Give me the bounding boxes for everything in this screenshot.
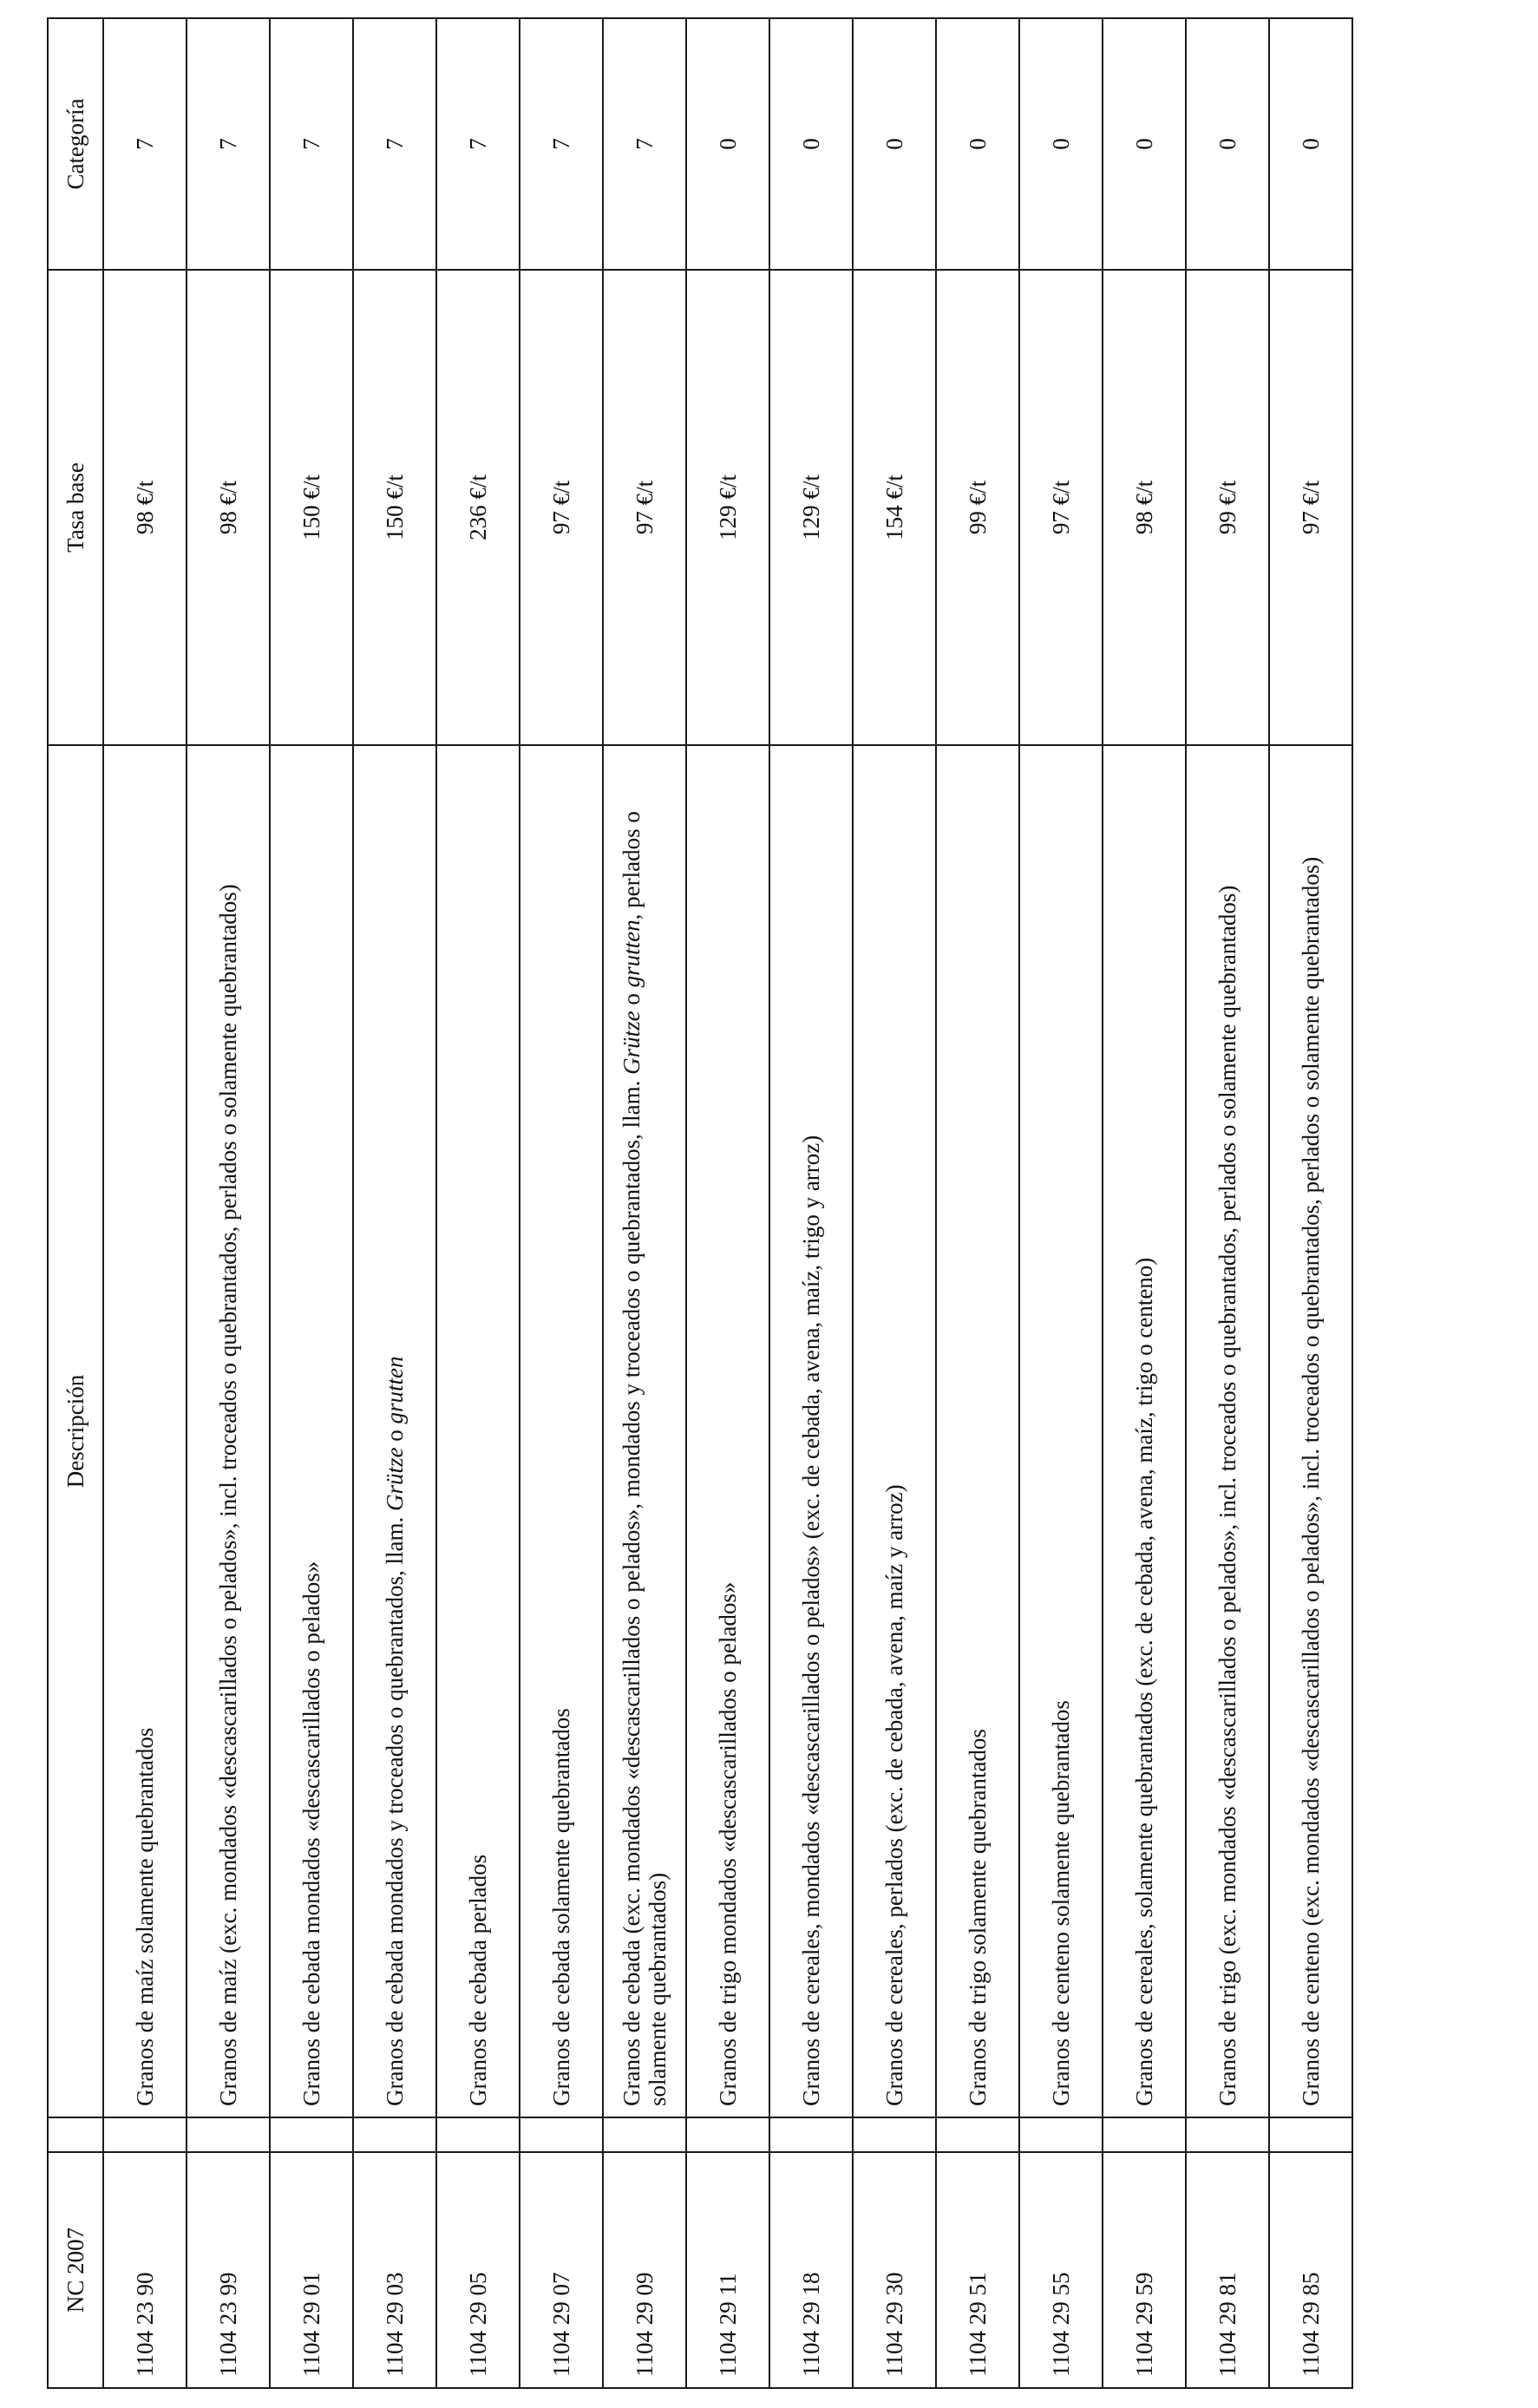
description-text: Granos de cebada (exc. mondados «descascarillados o pelados», mondados y troceados o quebrantados, llam. [618,1074,645,2106]
description-text: Granos de trigo solamente quebrantados [965,1729,991,2106]
cell-category: 7 [436,18,520,270]
description-text: , perlados o solamente quebrantados) [618,811,671,2106]
description-italic-term: grutten [618,919,645,988]
table-row [1269,18,1352,2388]
cell-code: 1104 29 81 [1186,2152,1269,2388]
cell-category: 0 [1269,18,1352,270]
cell-code: 1104 29 07 [520,2152,603,2388]
cell-category: 7 [103,18,187,270]
table-row [1103,18,1186,2388]
cell-spacer [603,2117,686,2152]
header-spacer [48,2117,103,2152]
cell-base-rate: 150 €/t [270,270,353,745]
description-italic-term: Grütze [618,1011,645,1075]
table-row [603,18,686,2388]
description-text: o [382,1423,408,1448]
table-row [769,18,853,2388]
cell-category: 7 [353,18,436,270]
cell-category: 0 [1019,18,1103,270]
cell-description [1269,745,1352,2117]
table-row [520,18,603,2388]
cell-category: 0 [853,18,936,270]
cell-base-rate: 97 €/t [1019,270,1103,745]
table-body [103,18,1352,2388]
cell-category: 7 [270,18,353,270]
cell-base-rate: 99 €/t [936,270,1019,745]
cell-base-rate: 129 €/t [686,270,769,745]
description-text: Granos de centeno (exc. mondados «descascarillados o pelados», incl. troceados o quebrantados, perlados o solamente quebrantados) [1298,856,1324,2106]
table-row [436,18,520,2388]
cell-code: 1104 29 59 [1103,2152,1186,2388]
header-base-rate: Tasa base [48,270,103,745]
description-text: Granos de trigo (exc. mondados «descascarillados o pelados», incl. troceados o quebrantados, perlados o solamente quebrantados) [1214,885,1240,2106]
cell-description [603,745,686,2117]
cell-category: 0 [936,18,1019,270]
cell-base-rate: 150 €/t [353,270,436,745]
cell-spacer [1019,2117,1103,2152]
cell-category: 0 [769,18,853,270]
header-description: Descripción [48,745,103,2117]
cell-code: 1104 23 90 [103,2152,187,2388]
cell-spacer [520,2117,603,2152]
cell-description [187,745,270,2117]
cell-description [270,745,353,2117]
description-text: Granos de cebada solamente quebrantados [548,1708,574,2106]
cell-spacer [936,2117,1019,2152]
cell-category: 7 [187,18,270,270]
cell-category: 0 [1103,18,1186,270]
cell-base-rate: 97 €/t [1269,270,1352,745]
cell-spacer [436,2117,520,2152]
cell-base-rate: 98 €/t [187,270,270,745]
cell-category: 0 [1186,18,1269,270]
description-text: Granos de cereales, solamente quebrantados (exc. de cebada, avena, maíz, trigo o centeno) [1131,1257,1157,2106]
cell-description [686,745,769,2117]
cell-base-rate: 97 €/t [603,270,686,745]
cell-code: 1104 23 99 [187,2152,270,2388]
cell-description [353,745,436,2117]
description-text: Granos de cereales, perlados (exc. de cebada, avena, maíz y arroz) [881,1484,907,2106]
cell-code: 1104 29 03 [353,2152,436,2388]
cell-spacer [1186,2117,1269,2152]
cell-description [1019,745,1103,2117]
description-italic-term: grutten [382,1356,408,1424]
table-row [853,18,936,2388]
description-text: Granos de maíz solamente quebrantados [132,1727,158,2106]
description-italic-term: Grütze [382,1447,408,1511]
cell-category: 7 [520,18,603,270]
cell-description [853,745,936,2117]
cell-spacer [353,2117,436,2152]
cell-spacer [686,2117,769,2152]
cell-base-rate: 97 €/t [520,270,603,745]
cell-description [1186,745,1269,2117]
header-category: Categoría [48,18,103,270]
description-text: Granos de cebada mondados y troceados o quebrantados, llam. [382,1510,408,2106]
rotated-page [47,19,1324,2389]
cell-base-rate: 98 €/t [103,270,187,745]
cell-description [769,745,853,2117]
cell-code: 1104 29 51 [936,2152,1019,2388]
description-text: Granos de maíz (exc. mondados «descascarillados o pelados», incl. troceados o quebrantados, perlados o solamente quebrantados) [215,884,241,2106]
cell-code: 1104 29 85 [1269,2152,1352,2388]
table-row [187,18,270,2388]
cell-base-rate: 154 €/t [853,270,936,745]
cell-spacer [103,2117,187,2152]
tariff-table [47,17,1353,2389]
cell-spacer [1103,2117,1186,2152]
cell-spacer [1269,2117,1352,2152]
table-row [936,18,1019,2388]
cell-description [936,745,1019,2117]
cell-base-rate: 98 €/t [1103,270,1186,745]
cell-spacer [769,2117,853,2152]
cell-description [436,745,520,2117]
cell-spacer [853,2117,936,2152]
table-row [270,18,353,2388]
cell-spacer [270,2117,353,2152]
cell-base-rate: 99 €/t [1186,270,1269,745]
description-text: Granos de cebada perlados [465,1854,491,2106]
description-text: Granos de centeno solamente quebrantados [1048,1700,1074,2106]
table-row [1186,18,1269,2388]
cell-description [520,745,603,2117]
cell-code: 1104 29 30 [853,2152,936,2388]
table-row [1019,18,1103,2388]
cell-base-rate: 129 €/t [769,270,853,745]
cell-code: 1104 29 05 [436,2152,520,2388]
table-row [353,18,436,2388]
table-row [103,18,187,2388]
cell-base-rate: 236 €/t [436,270,520,745]
table-row [686,18,769,2388]
cell-code: 1104 29 18 [769,2152,853,2388]
cell-code: 1104 29 01 [270,2152,353,2388]
cell-code: 1104 29 11 [686,2152,769,2388]
description-text: o [618,987,645,1011]
cell-code: 1104 29 09 [603,2152,686,2388]
cell-spacer [187,2117,270,2152]
description-text: Granos de cereales, mondados «descascarillados o pelados» (exc. de cebada, avena, maíz, trigo y arroz) [798,1135,824,2106]
cell-description [1103,745,1186,2117]
description-text: Granos de cebada mondados «descascarillados o pelados» [298,1561,324,2106]
description-text: Granos de trigo mondados «descascarillados o pelados» [715,1581,741,2106]
header-code: NC 2007 [48,2152,103,2388]
cell-description [103,745,187,2117]
header-row [48,18,103,2388]
cell-code: 1104 29 55 [1019,2152,1103,2388]
cell-category: 0 [686,18,769,270]
cell-category: 7 [603,18,686,270]
